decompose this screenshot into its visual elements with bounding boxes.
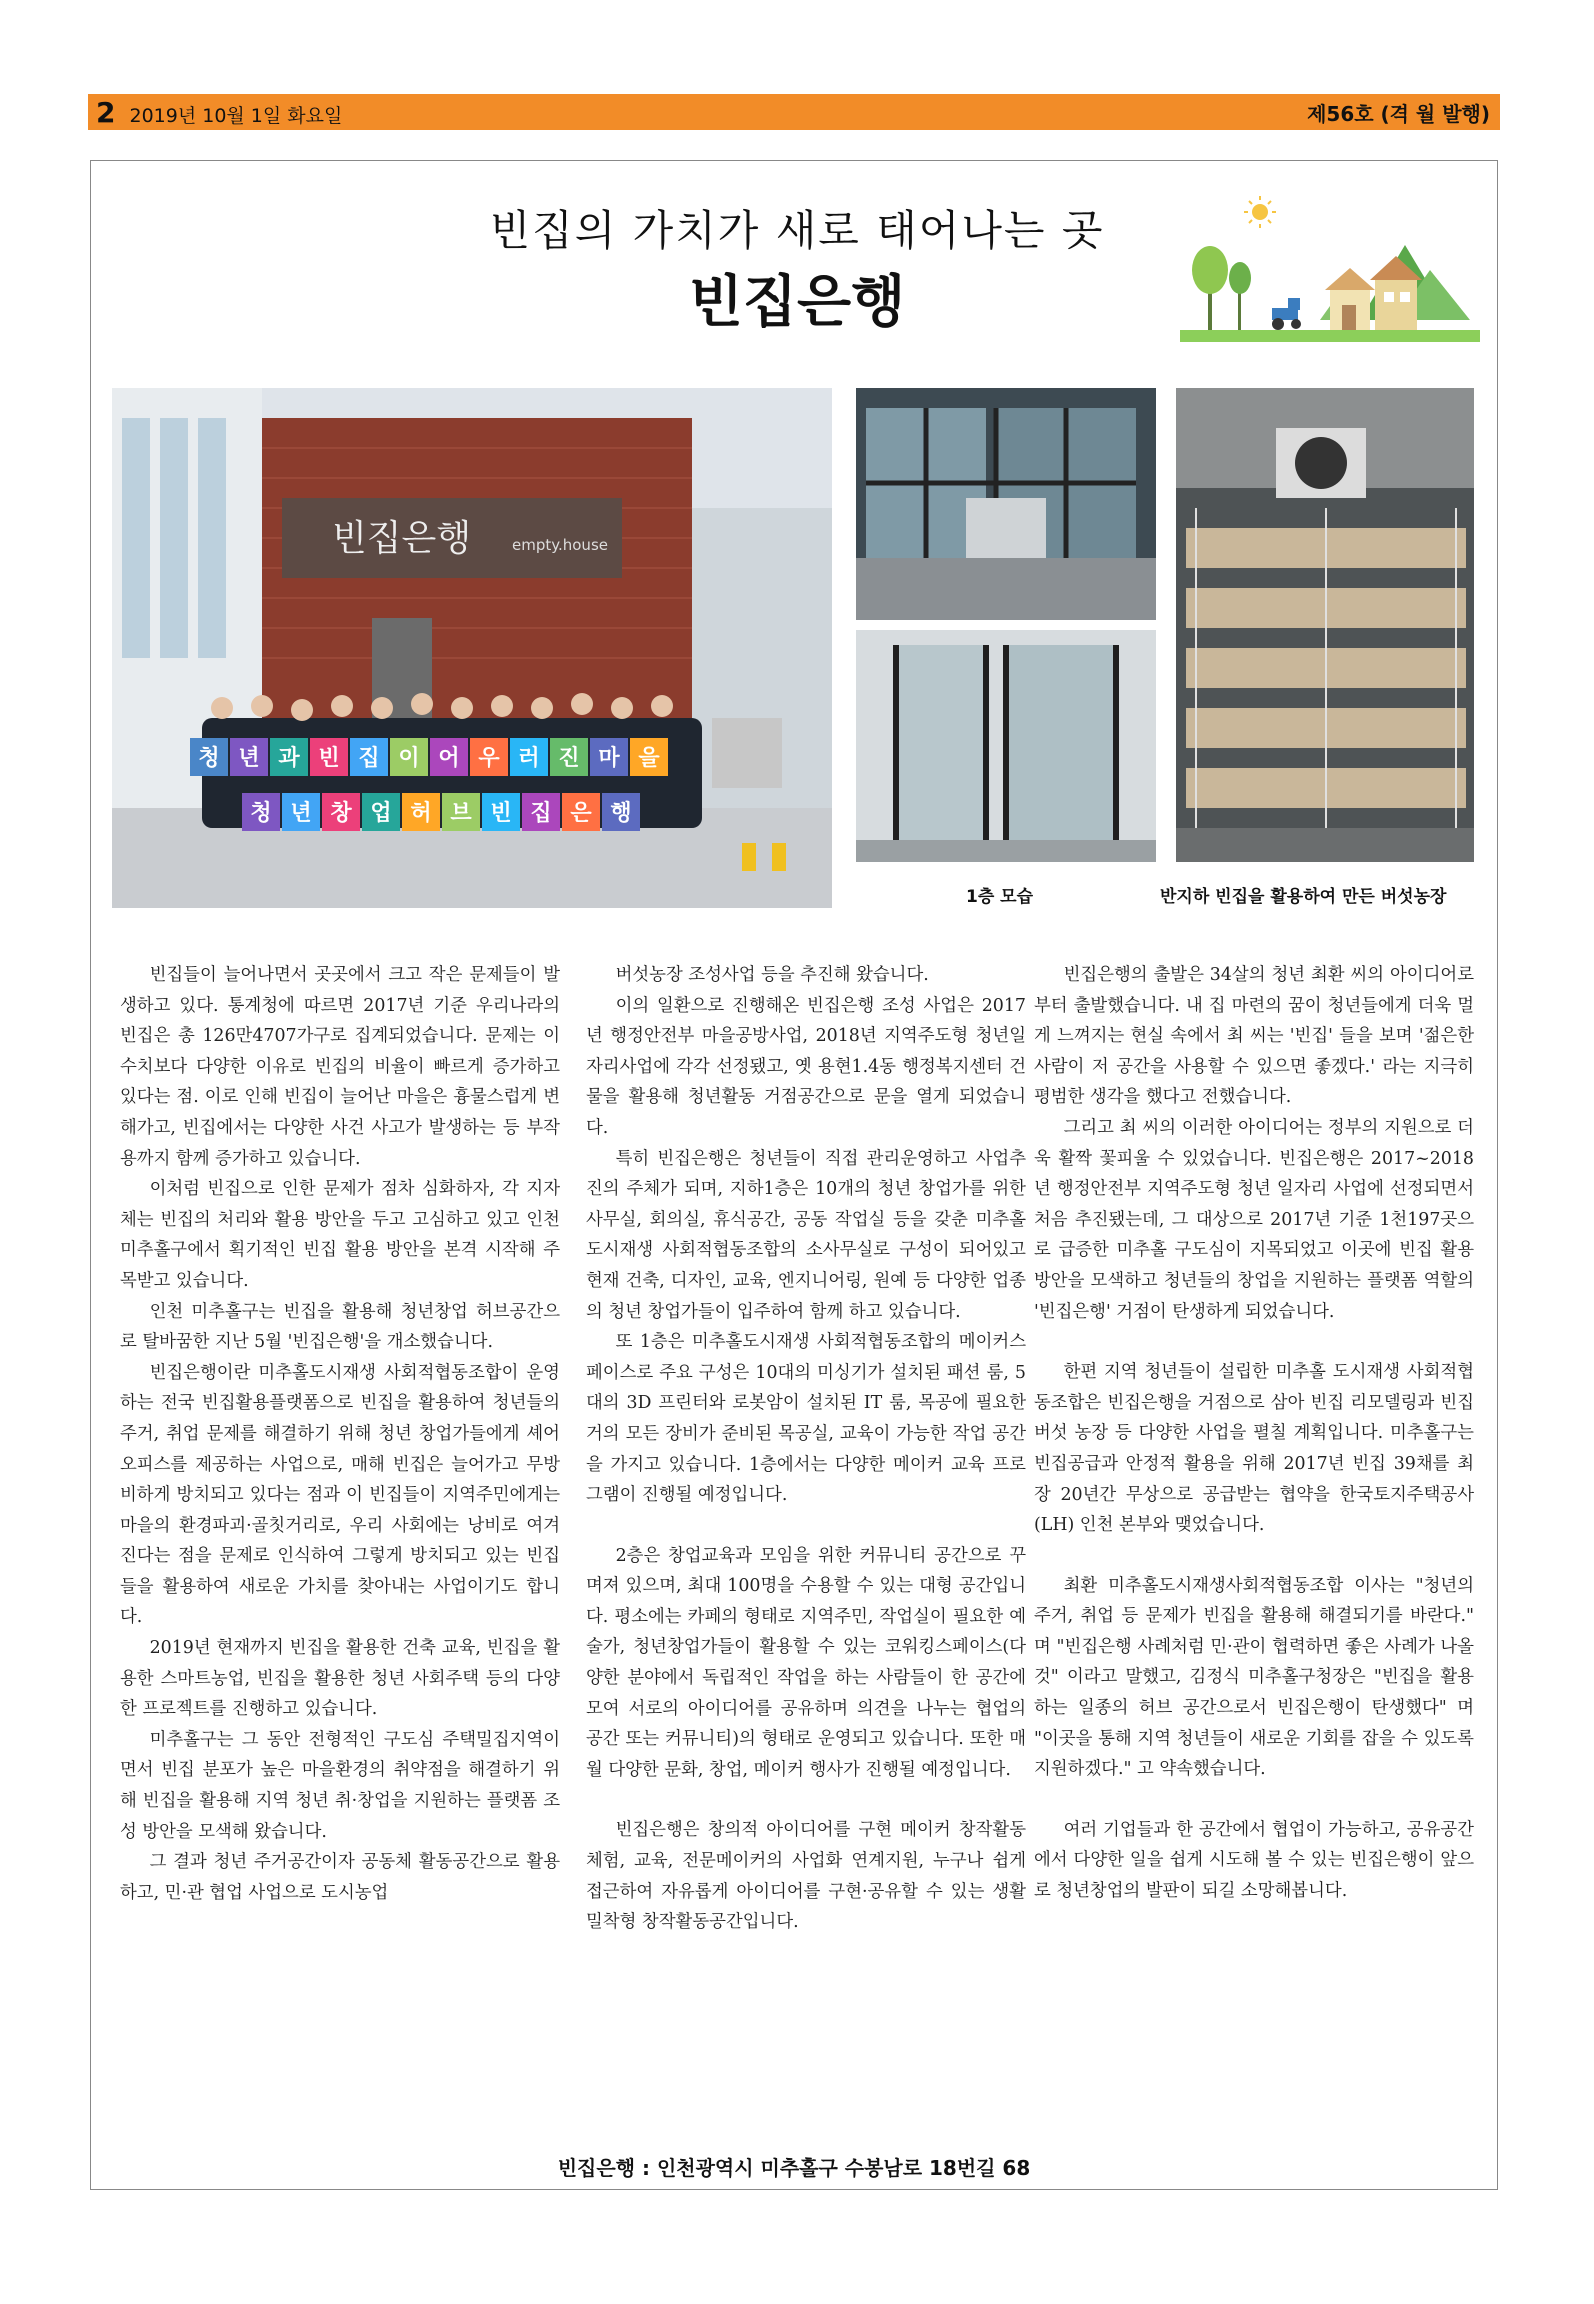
sign-english: empty.house	[512, 536, 608, 554]
paragraph: 한편 지역 청년들이 설립한 미추홀 도시재생 사회적협동조합은 빈집은행을 거점으로 삼아 빈집 리모델링과 빈집 버섯 농장 등 다양한 사업을 펼칠 계획입니다. 미추홀구는 빈집공급과 안정적 활용을 위해 2017년 빈집 39채를 최장 20년간 무상으로 공급받는 협약을 한국토지주택공사(LH) 인천 본부와 맺었습니다.	[1034, 1362, 1474, 1536]
page-number: 2	[96, 95, 116, 129]
svg-text:이: 이	[398, 746, 420, 771]
svg-text:업: 업	[370, 801, 392, 826]
svg-text:빈: 빈	[318, 746, 340, 771]
paragraph: 2층은 창업교육과 모임을 위한 커뮤니티 공간으로 꾸며져 있으며, 최대 100명을 수용할 수 있는 대형 공간입니다. 평소에는 카페의 형태로 지역주민, 작업실이 필요한 예술가, 청년창업가들이 활용할 수 있는 코워킹스페이스(다양한 분야에서 독립적인 작업을 하는 사람들이 한 공간에 모여 서로의 아이디어를 공유하며 의견을 나누는 협업의 공간 또는 커뮤니티)의 형태로 운영되고 있습니다. 또한 매월 다양한 문화, 창업, 메이커 행사가 진행될 예정입니다.	[586, 1545, 1026, 1780]
header-left	[88, 96, 342, 129]
page-header-bar	[88, 94, 1500, 130]
article-column-1	[120, 960, 560, 1908]
first-floor-photo-1	[856, 388, 1156, 620]
svg-text:진: 진	[558, 746, 580, 771]
footer-address: 빈집은행 : 인천광역시 미추홀구 수봉남로 18번길 68	[557, 2156, 1031, 2180]
paragraph: 여러 기업들과 한 공간에서 협업이 가능하고, 공유공간에서 다양한 일을 쉽게 시도해 볼 수 있는 빈집은행이 앞으로 청년창업의 발판이 되길 소망해봅니다.	[1034, 1819, 1474, 1902]
svg-text:브: 브	[450, 801, 472, 826]
svg-text:년: 년	[238, 746, 260, 771]
paragraph: 빈집은행은 창의적 아이디어를 구현 메이커 창작활동 체험, 교육, 전문메이커의 사업화 연계지원, 누구나 쉽게 접근하여 자유롭게 아이디어를 구현·공유할 수 있는 생활밀착형 창작활동공간입니다.	[586, 1820, 1026, 1933]
svg-text:청: 청	[198, 746, 220, 771]
svg-text:마: 마	[598, 746, 620, 771]
sun-icon	[1244, 196, 1276, 228]
issue-number: 제56호 (격 월 발행)	[1307, 101, 1490, 126]
paragraph: 미추홀구는 그 동안 전형적인 구도심 주택밀집지역이면서 빈집 분포가 높은 마을환경의 취약점을 해결하기 위해 빈집을 활용해 지역 청년 취·창업을 지원하는 플랫폼 조성 방안을 모색해 왔습니다.	[120, 1729, 560, 1842]
issue-date: 2019년 10월 1일 화요일	[129, 104, 343, 127]
article-title: 빈집은행	[688, 270, 906, 335]
paragraph: 또 1층은 미추홀도시재생 사회적협동조합의 메이커스페이스로 주요 구성은 10대의 미싱기가 설치된 패션 룸, 5대의 3D 프린터와 로봇암이 설치된 IT 룸, 목공에 필요한 거의 모든 장비가 준비된 목공실, 교육이 가능한 작업 공간을 가지고 있습니다. 1층에서는 다양한 메이커 교육 프로그램이 진행될 예정입니다.	[586, 1332, 1026, 1506]
paragraph: 최환 미추홀도시재생사회적협동조합 이사는 "청년의 주거, 취업 등 문제가 빈집을 활용해 해결되기를 바란다." 며 "빈집은행 사례처럼 민·관이 협력하면 좋은 사례가 나올 것" 이라고 말했고, 김정식 미추홀구청장은 "빈집을 활용하는 일종의 허브 공간으로서 빈집은행이 탄생했다" 며 "이곳을 통해 지역 청년들이 새로운 기회를 잡을 수 있도록 지원하겠다." 고 약속했습니다.	[1034, 1575, 1474, 1780]
caption-mushroom-farm: 반지하 빈집을 활용하여 만든 버섯농장	[1160, 887, 1447, 907]
tree-icon	[1192, 246, 1251, 330]
svg-text:과: 과	[278, 746, 300, 771]
sign-korean: 빈집은행	[332, 518, 472, 559]
svg-text:허: 허	[410, 801, 432, 826]
svg-text:어: 어	[438, 746, 460, 771]
mushroom-farm-photo	[1176, 388, 1474, 862]
paragraph: 그리고 최 씨의 이러한 아이디어는 정부의 지원으로 더욱 활짝 꽃피울 수 있었습니다. 빈집은행은 2017~2018년 행정안전부 지역주도형 청년 일자리 사업에 선정되면서 처음 추진됐는데, 그 대상으로 2017년 기준 1천197곳으로 급증한 미추홀 구도심이 지목되었고 이곳에 빈집 활용 방안을 모색하고 청년들의 창업을 지원하는 플랫폼 역할의 '빈집은행' 거점이 탄생하게 되었습니다.	[1034, 1117, 1474, 1322]
paragraph: 이의 일환으로 진행해온 빈집은행 조성 사업은 2017년 행정안전부 마을공방사업, 2018년 지역주도형 청년일자리사업에 각각 선정됐고, 옛 용현1.4동 행정복지센터 건물을 활용해 청년활동 거점공간으로 문을 열게 되었습니다.	[586, 995, 1026, 1138]
article-column-2	[586, 960, 1026, 1938]
first-floor-photo-2	[856, 630, 1156, 862]
village-illustration	[1180, 190, 1480, 360]
paragraph: 빈집은행의 출발은 34살의 청년 최환 씨의 아이디어로부터 출발했습니다. 내 집 마련의 꿈이 청년들에게 더욱 멀게 느껴지는 현실 속에서 최 씨는 '빈집' 들을 보며 '젊은한 사람이 저 공간을 사용할 수 있으면 좋겠다.' 라는 지극히 평범한 생각을 했다고 전했습니다.	[1034, 965, 1474, 1108]
paragraph: 이처럼 빈집으로 인한 문제가 점차 심화하자, 각 지자체는 빈집의 처리와 활용 방안을 두고 고심하고 있고 인천 미추홀구에서 획기적인 빈집 활용 방안을 본격 시작해 주목받고 있습니다.	[120, 1179, 560, 1291]
svg-text:빈: 빈	[490, 801, 512, 826]
svg-text:집: 집	[358, 746, 380, 771]
svg-text:청: 청	[250, 801, 272, 826]
paragraph: 빈집은행이란 미추홀도시재생 사회적협동조합이 운영하는 전국 빈집활용플랫폼으로 빈집을 활용하여 청년들의 주거, 취업 문제를 해결하기 위해 청년 창업가들에게 셰어오피스를 제공하는 사업으로, 매해 빈집은 늘어가고 무방비하게 방치되고 있다는 점과 이 빈집들이 지역주민에게는 마을의 환경파괴·골칫거리로, 우리 사회에는 낭비로 여겨진다는 점을 문제로 인식하여 그렇게 방치되고 있는 빈집들을 활용하여 새로운 가치를 찾아내는 사업이기도 합니다.	[120, 1362, 560, 1628]
svg-text:우: 우	[478, 746, 500, 771]
paragraph: 2019년 현재까지 빈집을 활용한 건축 교육, 빈집을 활용한 스마트농업, 빈집을 활용한 청년 사회주택 등의 다양한 프로젝트를 진행하고 있습니다.	[120, 1638, 560, 1720]
svg-text:창: 창	[330, 801, 352, 826]
svg-text:년: 년	[290, 801, 312, 826]
caption-first-floor: 1층 모습	[966, 887, 1034, 907]
paragraph: 버섯농장 조성사업 등을 추진해 왔습니다.	[615, 965, 929, 985]
tractor-icon	[1272, 298, 1301, 330]
svg-text:을: 을	[638, 746, 660, 771]
article-subtitle: 빈집의 가치가 새로 태어나는 곳	[489, 206, 1105, 255]
paragraph: 특히 빈집은행은 청년들이 직접 관리운영하고 사업추진의 주체가 되며, 지하1층은 10개의 청년 창업가를 위한 사무실, 회의실, 휴식공간, 공동 작업실 등을 갖춘 미추홀도시재생 사회적협동조합의 소사무실로 구성이 되어있고 현재 건축, 디자인, 교육, 엔지니어링, 원예 등 다양한 업종의 청년 창업가들이 입주하여 함께 하고 있습니다.	[586, 1148, 1026, 1322]
svg-text:집: 집	[530, 801, 552, 826]
svg-text:러: 러	[518, 746, 540, 771]
paragraph: 인천 미추홀구는 빈집을 활용해 청년창업 허브공간으로 탈바꿈한 지난 5월 '빈집은행'을 개소했습니다.	[120, 1301, 560, 1353]
group-photo	[112, 388, 832, 908]
svg-text:은: 은	[570, 801, 592, 826]
paragraph: 그 결과 청년 주거공간이자 공동체 활동공간으로 활용하고, 민·관 협업 사업으로 도시농업	[120, 1852, 560, 1903]
paragraph: 빈집들이 늘어나면서 곳곳에서 크고 작은 문제들이 발생하고 있다. 통계청에 따르면 2017년 기준 우리나라의 빈집은 총 126만4707가구로 집계되었습니다. 문제는 이 수치보다 다양한 이유로 빈집의 비율이 빠르게 증가하고 있다는 점. 이로 인해 빈집이 늘어난 마을은 흉물스럽게 변해가고, 빈집에서는 다양한 사건 사고가 발생하는 등 부작용까지 함께 증가하고 있습니다.	[120, 965, 560, 1169]
article-column-3	[1034, 960, 1474, 1907]
svg-text:행: 행	[610, 801, 632, 826]
